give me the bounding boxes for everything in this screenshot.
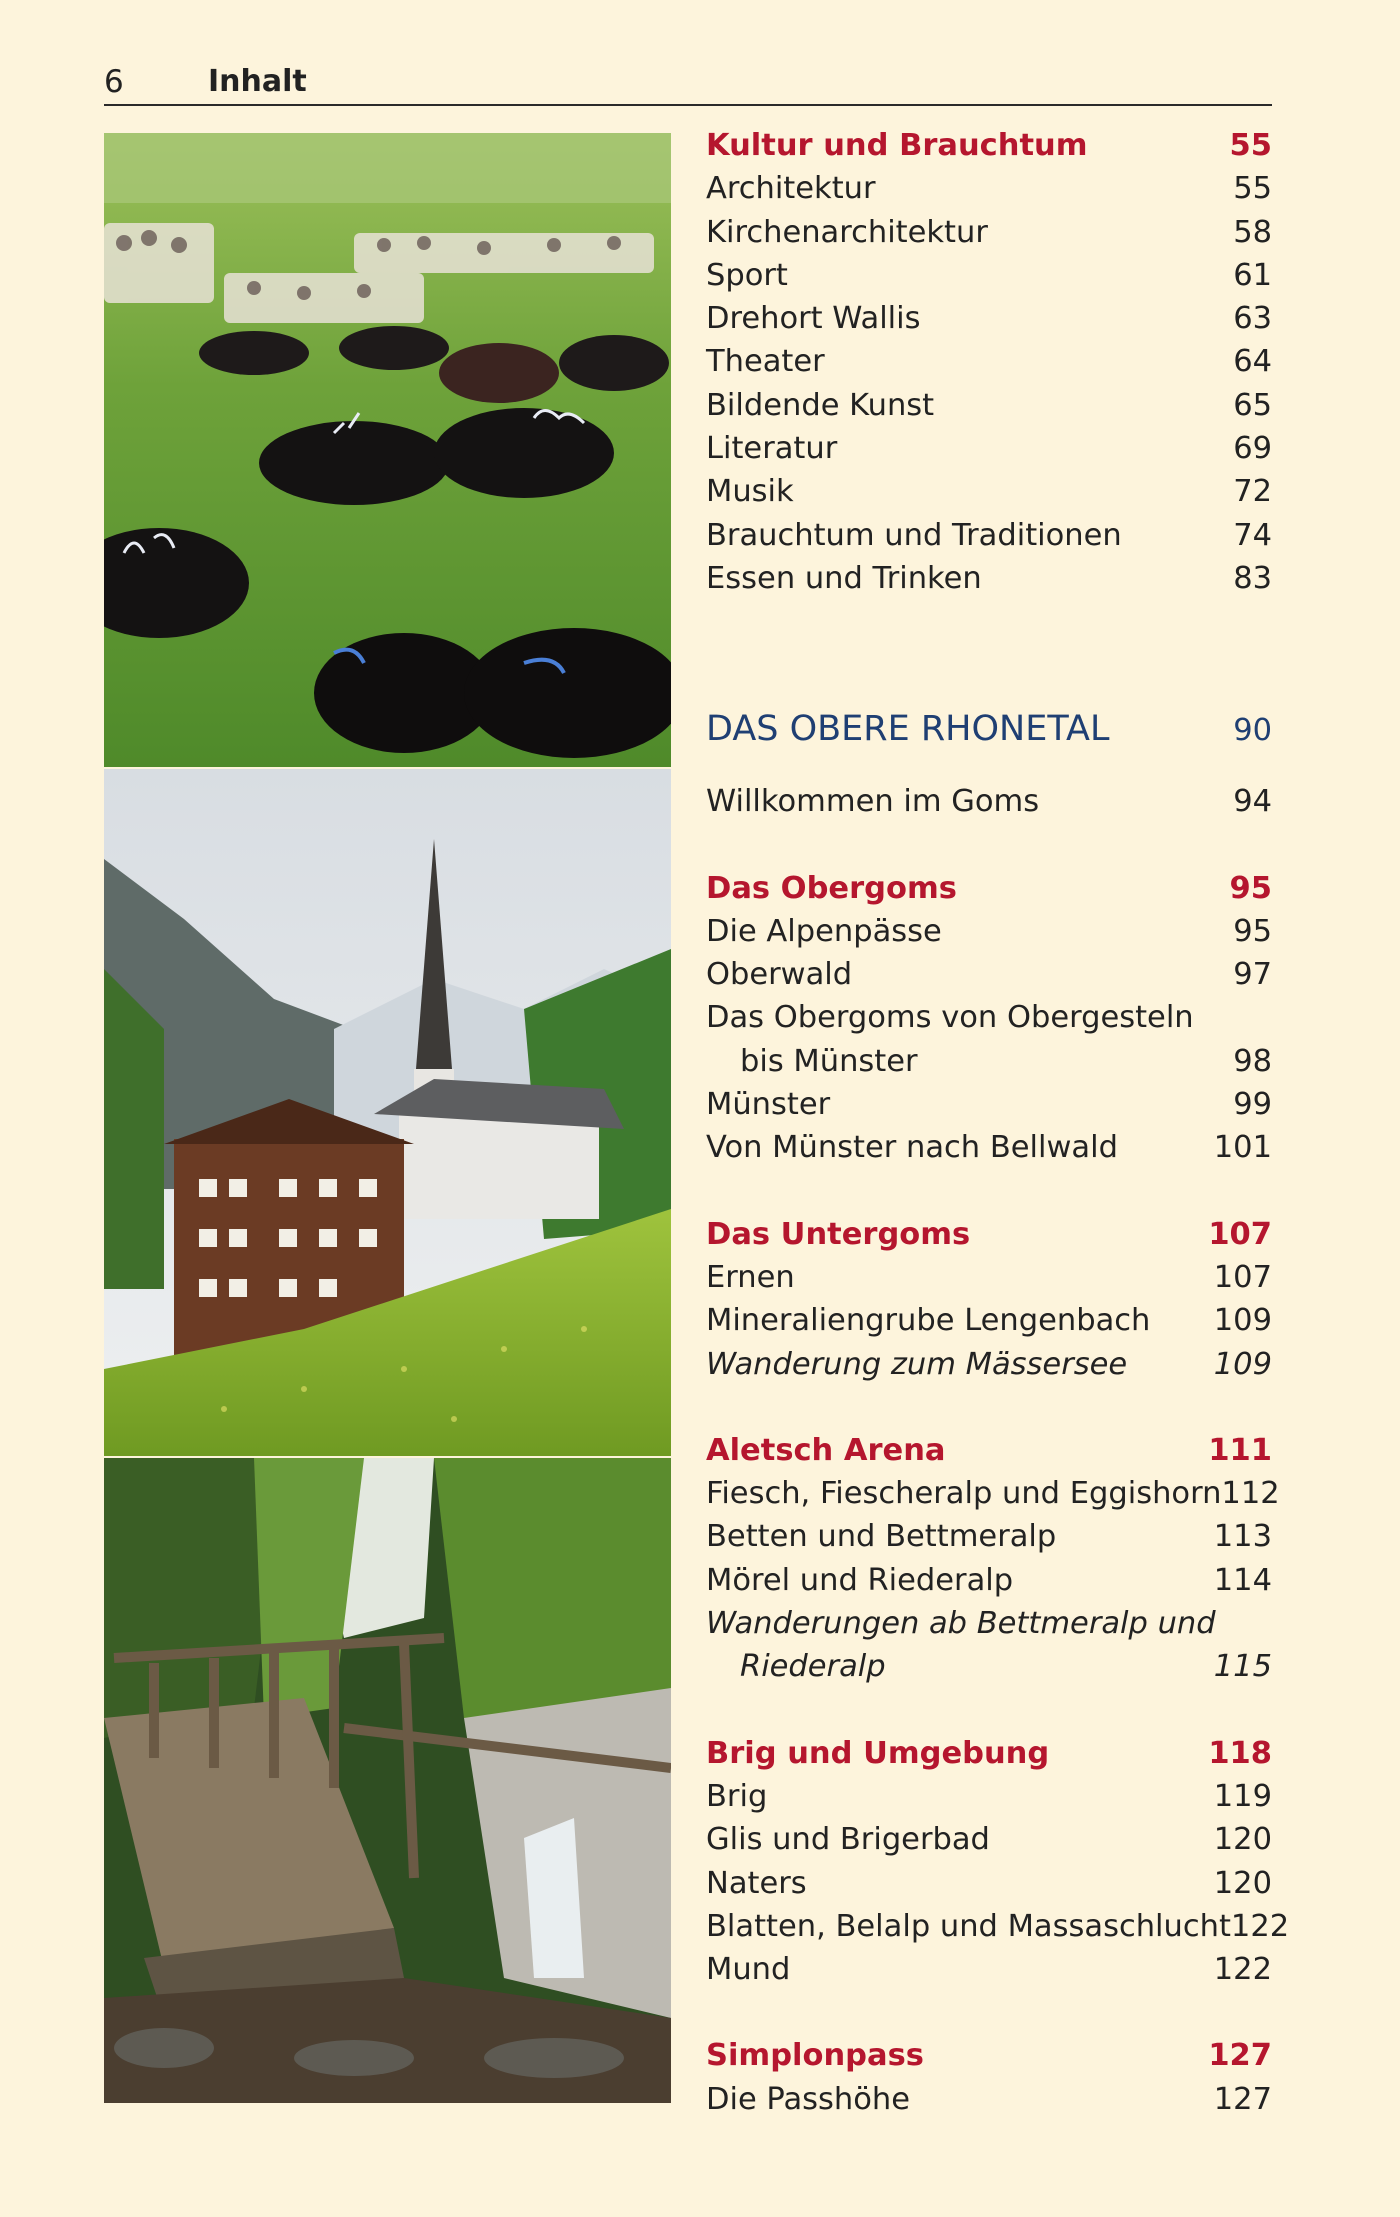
toc-heading-label: Das Obergoms — [706, 870, 957, 906]
toc-entry — [706, 996, 1272, 1039]
running-head: Inhalt — [208, 64, 307, 99]
photo-church-village — [104, 769, 671, 1456]
toc-entry — [706, 1775, 1272, 1818]
toc-page: 98 — [1233, 1043, 1272, 1079]
toc-page: 127 — [1208, 2038, 1272, 2074]
toc-page: 122 — [1213, 1952, 1272, 1988]
toc-entry-label: Mörel und Riederalp — [706, 1562, 1014, 1598]
toc-page: 115 — [1213, 1649, 1272, 1685]
toc-section-obergoms — [706, 867, 1272, 1170]
toc-entry-label: Sport — [706, 257, 788, 293]
toc-entry — [706, 427, 1272, 470]
toc-page: 63 — [1233, 301, 1272, 337]
toc-entry — [706, 1472, 1280, 1515]
toc-entry-label: Brig — [706, 1778, 768, 1814]
toc-entry — [706, 1905, 1290, 1948]
toc-entry-welcome — [706, 780, 1272, 823]
toc-heading-kultur — [706, 124, 1272, 167]
toc-heading-label: Aletsch Arena — [706, 1432, 946, 1468]
toc-entry — [706, 297, 1272, 340]
toc-heading-label: Simplonpass — [706, 2038, 924, 2074]
toc-entry-label: Kirchenarchitektur — [706, 214, 988, 250]
toc-page: 94 — [1233, 784, 1272, 820]
toc-entry-label: Von Münster nach Bellwald — [706, 1130, 1118, 1166]
toc-page: 120 — [1213, 1822, 1272, 1858]
toc-page: 90 — [1233, 713, 1272, 749]
toc-entry — [706, 1126, 1272, 1169]
toc-entry — [706, 1948, 1272, 1991]
toc-chapter-title — [706, 704, 1272, 756]
toc-entry-label: Die Alpenpässe — [706, 913, 942, 949]
toc-page: 72 — [1233, 474, 1272, 510]
toc-entry — [706, 2078, 1272, 2121]
toc-entry-label: Mund — [706, 1952, 791, 1988]
toc-page: 118 — [1208, 1735, 1272, 1771]
toc-page: 114 — [1213, 1562, 1272, 1598]
toc-entry — [706, 340, 1272, 383]
toc-page: 111 — [1208, 1432, 1272, 1468]
header-rule — [104, 104, 1272, 106]
toc-entry — [706, 557, 1272, 600]
toc-page: 55 — [1233, 171, 1272, 207]
toc-entry-label: Essen und Trinken — [706, 560, 982, 596]
toc-entry — [706, 1256, 1272, 1299]
toc-entry-label: Riederalp — [740, 1649, 886, 1685]
toc-entry-hike — [706, 1343, 1272, 1386]
toc-entry-label: Theater — [706, 344, 825, 380]
toc-entry-continued — [706, 1645, 1272, 1688]
toc-heading-obergoms — [706, 867, 1272, 910]
toc-page: 127 — [1213, 2081, 1272, 2117]
toc-page: 122 — [1230, 1908, 1290, 1944]
toc-entry-label: Blatten, Belalp und Massaschlucht — [706, 1908, 1231, 1944]
toc-page: 65 — [1233, 387, 1272, 423]
toc-entry-label: Architektur — [706, 171, 876, 207]
toc-heading-untergoms — [706, 1213, 1272, 1256]
toc-chapter-label: DAS OBERE RHONETAL — [706, 709, 1110, 750]
toc-section-kultur — [706, 124, 1272, 600]
toc-section-untergoms — [706, 1213, 1272, 1386]
spacer — [706, 824, 1272, 867]
toc-page: 64 — [1233, 344, 1272, 380]
toc-page: 99 — [1233, 1087, 1272, 1123]
spacer — [706, 756, 1272, 780]
toc-entry — [706, 211, 1272, 254]
toc-entry — [706, 384, 1272, 427]
toc-entry-label: Literatur — [706, 431, 838, 467]
toc-entry-label: Musik — [706, 474, 794, 510]
toc-page: 101 — [1213, 1130, 1272, 1166]
spacer — [706, 1689, 1272, 1732]
toc-section-brig — [706, 1732, 1290, 1992]
toc-entry-label: Das Obergoms von Obergesteln — [706, 1000, 1194, 1036]
toc-section-aletsch — [706, 1429, 1280, 1689]
toc-entry-label: Betten und Bettmeralp — [706, 1519, 1057, 1555]
toc-entry — [706, 1515, 1272, 1558]
toc-entry-label: Die Passhöhe — [706, 2081, 910, 2117]
toc-entry — [706, 470, 1272, 513]
toc-entry — [706, 1818, 1272, 1861]
toc-page: 109 — [1213, 1346, 1272, 1382]
toc-heading-label: Das Untergoms — [706, 1216, 971, 1252]
toc-entry-hike — [706, 1602, 1272, 1645]
toc-heading-aletsch — [706, 1429, 1272, 1472]
spacer — [706, 1991, 1272, 2034]
toc-heading-simplon — [706, 2034, 1272, 2077]
spacer — [706, 600, 1272, 704]
toc-entry — [706, 254, 1272, 297]
toc-page: 120 — [1213, 1865, 1272, 1901]
toc-entry — [706, 1862, 1272, 1905]
toc-heading-label: Brig und Umgebung — [706, 1735, 1050, 1771]
toc-entry — [706, 167, 1272, 210]
toc-entry-label: Münster — [706, 1087, 831, 1123]
toc-entry-label: Brauchtum und Traditionen — [706, 517, 1122, 553]
toc-heading-label: Kultur und Brauchtum — [706, 128, 1088, 163]
toc-page: 83 — [1233, 560, 1272, 596]
toc-heading-brig — [706, 1732, 1272, 1775]
toc-section-simplon — [706, 2034, 1272, 2121]
toc-page: 58 — [1233, 214, 1272, 250]
photo-wooden-bridge — [104, 1458, 671, 2103]
toc-entry-label: Oberwald — [706, 957, 853, 993]
toc-page: 113 — [1213, 1519, 1272, 1555]
toc-entry-label: bis Münster — [740, 1043, 918, 1079]
toc-entry-label: Willkommen im Goms — [706, 784, 1040, 820]
page-number: 6 — [104, 64, 124, 100]
toc-page: 55 — [1229, 128, 1272, 163]
toc-page: 69 — [1233, 431, 1272, 467]
toc-page: 61 — [1233, 257, 1272, 293]
spacer — [706, 1170, 1272, 1213]
table-of-contents — [706, 124, 1290, 2121]
toc-page: 74 — [1233, 517, 1272, 553]
toc-page: 119 — [1213, 1778, 1272, 1814]
toc-entry-label: Drehort Wallis — [706, 301, 921, 337]
toc-entry-label: Glis und Brigerbad — [706, 1822, 990, 1858]
toc-entry — [706, 1299, 1272, 1342]
toc-page: 107 — [1213, 1259, 1272, 1295]
toc-entry-label: Mineraliengrube Lengenbach — [706, 1303, 1151, 1339]
toc-entry — [706, 1083, 1272, 1126]
toc-page: 95 — [1233, 913, 1272, 949]
toc-entry — [706, 910, 1272, 953]
toc-entry — [706, 514, 1272, 557]
toc-entry — [706, 1559, 1272, 1602]
toc-entry-label: Ernen — [706, 1259, 795, 1295]
toc-entry — [706, 953, 1272, 996]
toc-entry-label: Wanderungen ab Bettmeralp und — [706, 1606, 1216, 1642]
toc-entry-label: Naters — [706, 1865, 807, 1901]
toc-page: 109 — [1213, 1303, 1272, 1339]
toc-entry-label: Wanderung zum Mässersee — [706, 1346, 1128, 1382]
toc-page: 97 — [1233, 957, 1272, 993]
toc-page: 95 — [1229, 870, 1272, 906]
toc-entry-label: Fiesch, Fiescheralp und Eggishorn — [706, 1476, 1222, 1512]
photo-cow-fight — [104, 133, 671, 767]
toc-entry-continued — [706, 1040, 1272, 1083]
toc-page: 107 — [1208, 1216, 1272, 1252]
spacer — [706, 1386, 1272, 1429]
toc-entry-label: Bildende Kunst — [706, 387, 935, 423]
toc-page: 112 — [1221, 1476, 1280, 1512]
